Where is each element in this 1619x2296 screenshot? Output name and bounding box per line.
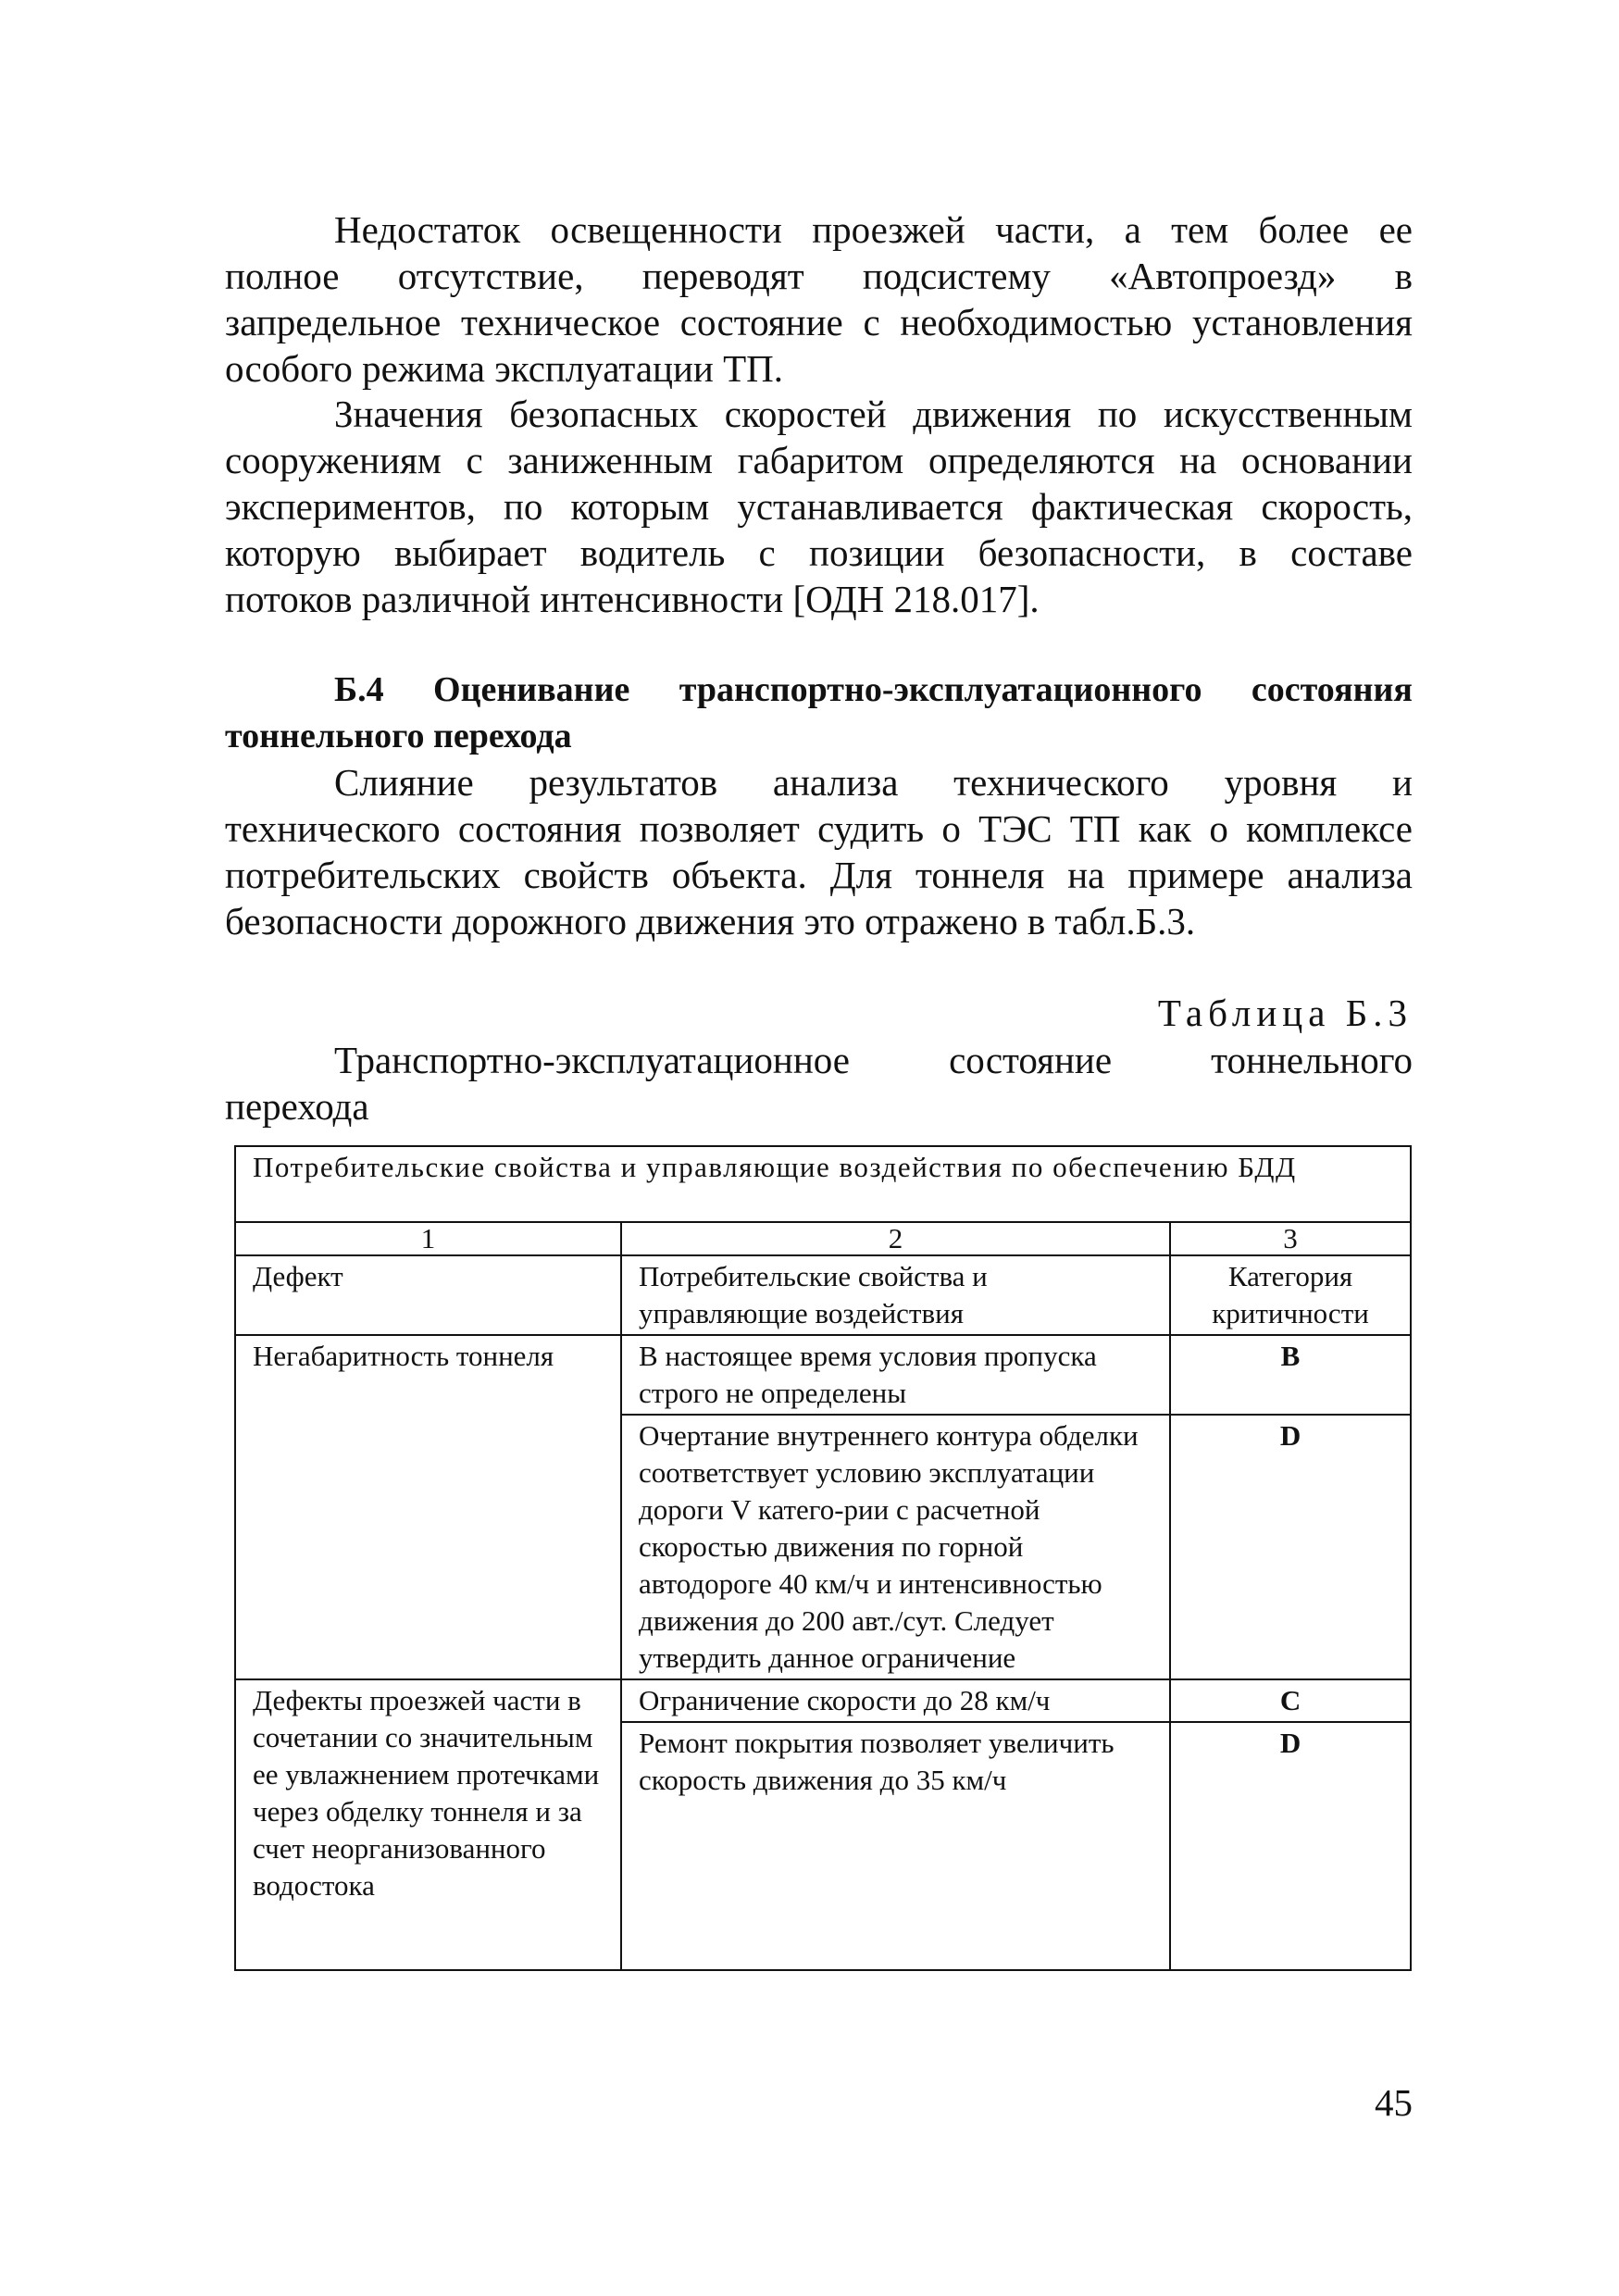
table-row [235,1335,1411,1415]
properties-cell: Ремонт покрытия позволяет увеличить скорость движения до 35 км/ч [621,1722,1170,1970]
table-container [234,1145,1411,1971]
text-line: технического состояния позволяет судить о ТЭС ТП как о комплексе [225,807,1413,850]
header-row [235,1255,1411,1335]
text-line: безопасности дорожного движения это отражено в табл.Б.3. [225,900,1196,942]
paragraph-1 [225,206,1413,392]
table-title-cell: Потребительские свойства и управляющие воздействия по обеспечению БДД [235,1146,1411,1222]
text-line: которую выбирает водитель с позиции безопасности, в составе [225,531,1413,574]
heading-line: Б.4 Оценивание транспортно-эксплуатационного состояния [334,670,1413,709]
text-line: особого режима эксплуатации ТП. [225,347,783,390]
text-line: запредельное техническое состояние с необходимостью установления [225,301,1413,343]
text-line: потребительских свойств объекта. Для тоннеля на примере анализа [225,854,1413,896]
text-line: Значения безопасных скоростей движения по искусственным [334,393,1413,435]
column-number: 2 [621,1222,1170,1255]
criticality-table [234,1145,1412,1971]
category-cell: D [1170,1722,1411,1970]
header-category: Категория критичности [1170,1255,1411,1335]
category-cell: D [1170,1415,1411,1679]
section-heading [225,667,1413,759]
table-caption [225,1037,1413,1129]
column-number: 1 [235,1222,621,1255]
text-line: экспериментов, по которым устанавливается фактическая скорость, [225,485,1413,528]
column-number: 3 [1170,1222,1411,1255]
table-row [235,1679,1411,1722]
category-cell: B [1170,1335,1411,1415]
properties-cell: Очертание внутреннего контура обделки соответствует условию эксплуатации дороги V катего-рии с расчетной скоростью движения по горной автодороге 40 км/ч и интенсивностью движения до 200 авт./сут. Следует утвердить данное ограничение [621,1415,1170,1679]
paragraph-2 [225,391,1413,622]
caption-line: Транспортно-эксплуатационное состояние тоннельного [334,1039,1413,1081]
text-line: потоков различной интенсивности [ОДН 218.017]. [225,578,1040,620]
defect-cell: Дефекты проезжей части в сочетании со значительным ее увлажнением протечками через обделку тоннеля и за счет неорганизованного водостока [235,1679,621,1970]
table-title-row [235,1146,1411,1222]
properties-cell: В настоящее время условия пропуска строго не определены [621,1335,1170,1415]
heading-line: тоннельного перехода [225,717,572,755]
properties-cell: Ограничение скорости до 28 км/ч [621,1679,1170,1722]
paragraph-3 [225,759,1413,944]
caption-line: перехода [225,1085,369,1128]
table-label: Таблица Б.3 [1157,992,1413,1034]
text-line: сооружениям с заниженным габаритом определяются на основании [225,439,1413,481]
page-number: 45 [1375,2081,1413,2124]
column-number-row [235,1222,1411,1255]
text-line: Слияние результатов анализа технического уровня и [334,761,1413,804]
header-defect: Дефект [235,1255,621,1335]
text-line: Недостаток освещенности проезжей части, а тем более ее [334,208,1413,251]
category-cell: C [1170,1679,1411,1722]
defect-cell: Негабаритность тоннеля [235,1335,621,1679]
text-line: полное отсутствие, переводят подсистему «Автопроезд» в [225,255,1413,297]
header-properties: Потребительские свойства и управляющие воздействия [621,1255,1170,1335]
